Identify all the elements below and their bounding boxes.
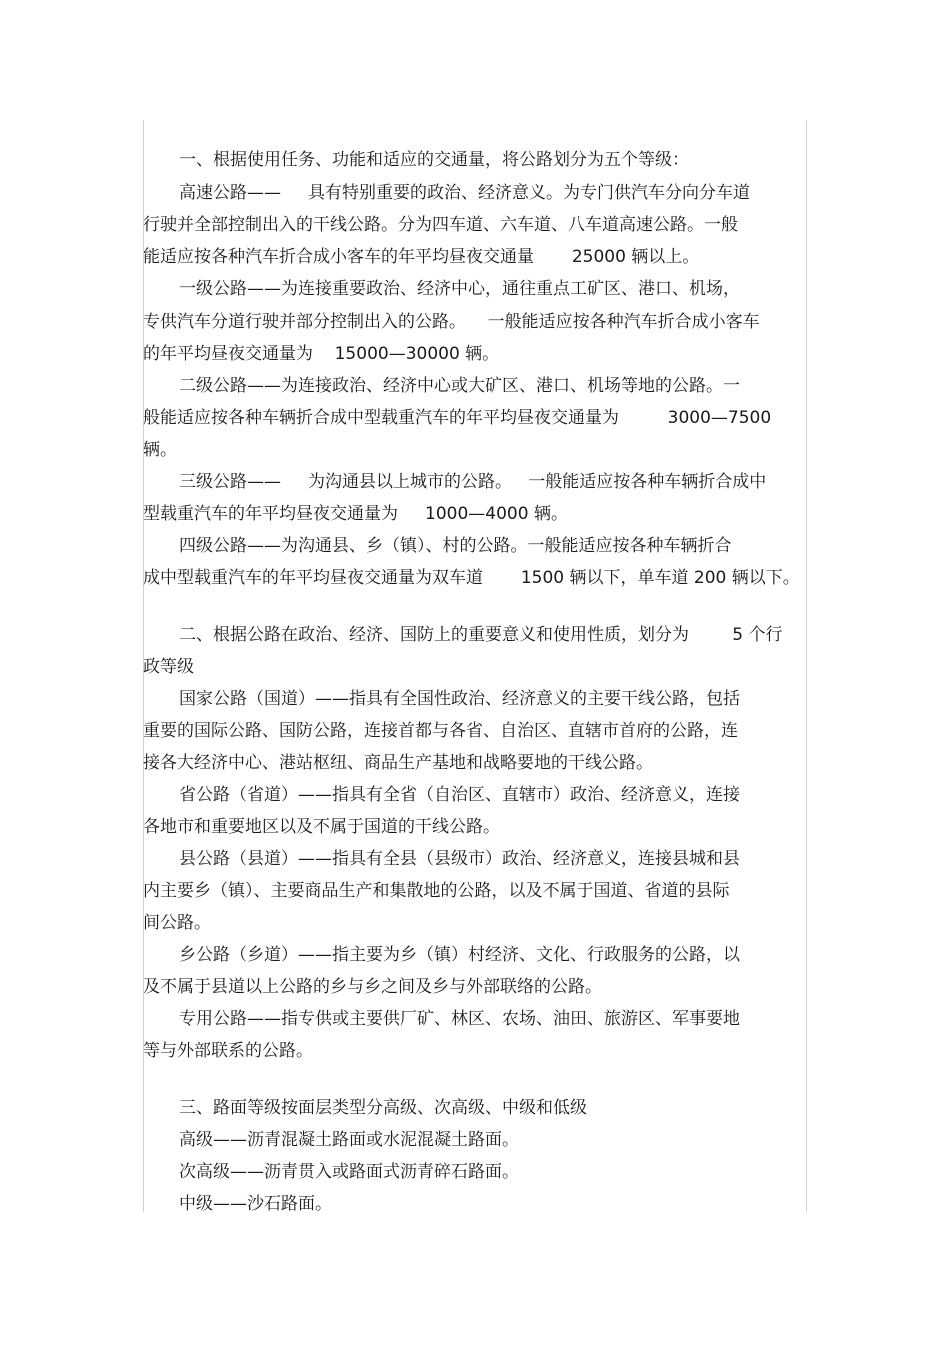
section-heading: 三、路面等级按面层类型分高级、次高级、中级和低级: [179, 1098, 587, 1118]
section-heading-continued: 政等级: [143, 657, 194, 677]
section-heading: 一、根据使用任务、功能和适应的交通量，将公路划分为五个等级：: [179, 150, 689, 170]
paragraph-line: 高级——沥青混凝土路面或水泥混凝土路面。: [179, 1130, 519, 1150]
paragraph-line: 三级公路—— 为沟通县以上城市的公路。 一般能适应按各种车辆折合成中: [179, 472, 767, 492]
paragraph-line: 及不属于县道以上公路的乡与乡之间及乡与外部联络的公路。: [143, 977, 602, 997]
paragraph-line: 各地市和重要地区以及不属于国道的干线公路。: [143, 817, 500, 837]
paragraph-line: 内主要乡（镇）、主要商品生产和集散地的公路，以及不属于国道、省道的县际: [143, 881, 730, 901]
paragraph-line: 行驶并全部控制出入的干线公路。分为四车道、六车道、八车道高速公路。一般: [143, 215, 738, 235]
paragraph-line: 乡公路（乡道）——指主要为乡（镇）村经济、文化、行政服务的公路，以: [179, 945, 740, 965]
paragraph-line: 省公路（省道）——指具有全省（自治区、直辖市）政治、经济意义，连接: [179, 785, 740, 805]
paragraph-line: 国家公路（国道）——指具有全国性政治、经济意义的主要干线公路，包括: [179, 689, 740, 709]
paragraph-line: 次高级——沥青贯入或路面式沥青碎石路面。: [179, 1162, 519, 1182]
paragraph-line: 辆。: [143, 440, 177, 460]
paragraph-line: 县公路（县道）——指具有全县（县级市）政治、经济意义，连接县城和县: [179, 849, 740, 869]
paragraph-line: 型载重汽车的年平均昼夜交通量为 1000—4000 辆。: [143, 504, 568, 524]
paragraph-line: 重要的国际公路、国防公路，连接首都与各省、自治区、直辖市首府的公路，连: [143, 721, 738, 741]
paragraph-line: 二级公路——为连接政治、经济中心或大矿区、港口、机场等地的公路。一: [179, 376, 740, 396]
paragraph-line: 中级——沙石路面。: [179, 1194, 332, 1214]
paragraph-line: 的年平均昼夜交通量为 15000—30000 辆。: [143, 344, 500, 364]
paragraph-line: 高速公路—— 具有特别重要的政治、经济意义。为专门供汽车分向分车道: [179, 183, 751, 203]
paragraph-line: 接各大经济中心、港站枢纽、商品生产基地和战略要地的干线公路。: [143, 753, 653, 773]
paragraph-line: 四级公路——为沟通县、乡（镇）、村的公路。一般能适应按各种车辆折合: [179, 536, 732, 556]
paragraph-line: 等与外部联系的公路。: [143, 1041, 313, 1061]
paragraph-line: 专供汽车分道行驶并部分控制出入的公路。 一般能适应按各种汽车折合成小客车: [143, 312, 760, 332]
paragraph-line: 间公路。: [143, 913, 211, 933]
paragraph-line: 般能适应按各种车辆折合成中型载重汽车的年平均昼夜交通量为 3000—7500: [143, 408, 772, 428]
paragraph-line: 专用公路——指专供或主要供厂矿、林区、农场、油田、旅游区、军事要地: [179, 1009, 740, 1029]
section-heading: 二、根据公路在政治、经济、国防上的重要意义和使用性质，划分为 5 个行: [179, 625, 783, 645]
paragraph-line: 成中型载重汽车的年平均昼夜交通量为双车道 1500 辆以下，单车道 200 辆以下。: [143, 568, 800, 588]
paragraph-line: 一级公路——为连接重要政治、经济中心，通往重点工矿区、港口、机场，: [179, 279, 740, 299]
paragraph-line: 能适应按各种汽车折合成小客车的年平均昼夜交通量 25000 辆以上。: [143, 247, 700, 267]
